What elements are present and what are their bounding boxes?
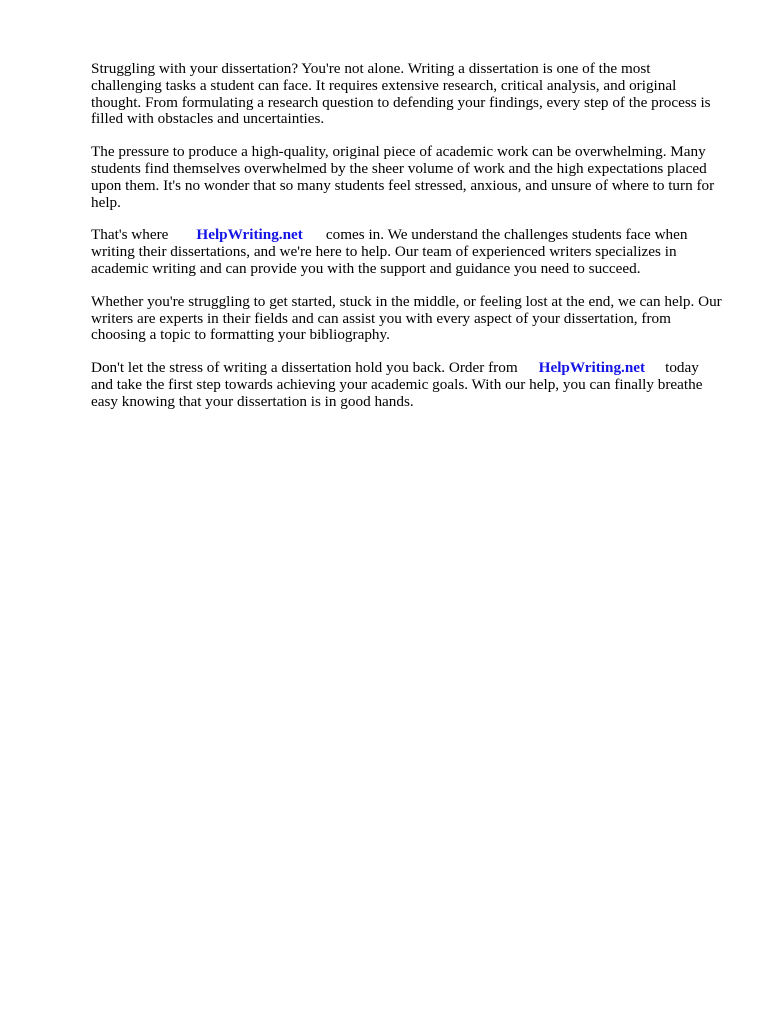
- helpwriting-link-1[interactable]: HelpWriting.net: [196, 226, 303, 244]
- paragraph-order-lead: Don't let the stress of writing a dissertation hold you back. Order from: [91, 359, 518, 377]
- paragraph-order: [91, 360, 723, 410]
- paragraph-support: Whether you're struggling to get started, stuck in the middle, or feeling lost at the end, we can help. Our writers are experts in their fields and can assist you with every aspect of your dissertation, from choosing a topic to formatting your bibliography.: [91, 292, 722, 344]
- helpwriting-link-2[interactable]: HelpWriting.net: [538, 359, 646, 377]
- paragraph-help: [91, 227, 723, 277]
- paragraph-pressure: The pressure to produce a high-quality, original piece of academic work can be overwhelming. Many students find themselves overwhelmed by the sheer volume of work and the high expectations placed upon them. It's no wonder that so many students feel stressed, anxious, and unsure of where to turn for help.: [91, 143, 715, 211]
- document-body: [91, 61, 723, 427]
- paragraph-order-rest: today and take the first step towards achieving your academic goals. With our help, you can finally breathe easy knowing that your dissertation is in good hands.: [91, 359, 703, 410]
- paragraph-help-lead: That's where: [91, 226, 169, 244]
- paragraph-help-rest: comes in. We understand the challenges students face when writing their dissertations, and we're here to help. Our team of experienced writers specializes in academic writing and can provide you with the support and guidance you need to succeed.: [91, 226, 688, 277]
- paragraph-intro: Struggling with your dissertation? You're not alone. Writing a dissertation is one of the most challenging tasks a student can face. It requires extensive research, critical analysis, and original thought. From formulating a research question to defending your findings, every step of the process is filled with obstacles and uncertainties.: [91, 60, 711, 128]
